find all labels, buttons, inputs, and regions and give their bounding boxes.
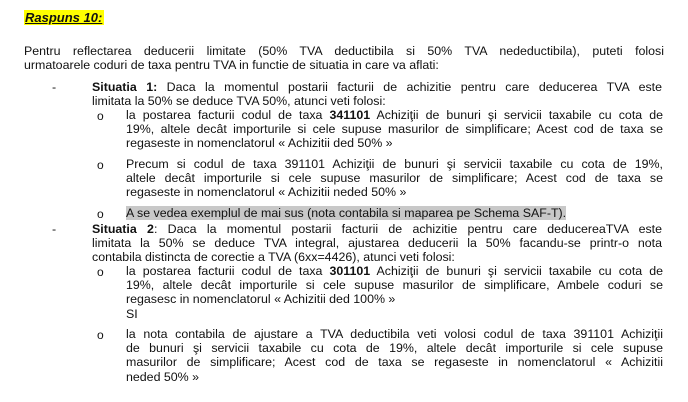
intro-line: urmatoarele coduri de taxa pentru TVA in functie de situatia in care va aflati: xyxy=(24,58,439,73)
situation-1 xyxy=(92,80,662,108)
list-item: la postarea facturii codul de taxa 341101 Achiziţii de bunuri şi servicii taxabile cu cota de 19%, altele decât importurile si cele supuse masurilor de simplificare; Acest cod de taxa se regaseste in nomenclatorul « Achizitii ded 50% » xyxy=(126,108,663,151)
list-bullet: o xyxy=(97,158,104,172)
list-bullet: o xyxy=(97,328,104,342)
situation-2 xyxy=(92,222,662,265)
highlighted-note: A se vedea exemplul de mai sus (nota contabila si maparea pe Schema SAF-T). xyxy=(126,206,567,220)
intro-line: Pentru reflectarea deducerii limitate (50% TVA deductibila si 50% TVA nedeductibila), puteti folosi xyxy=(24,44,664,58)
situation-text: limitata la 50% se deduce TVA 50%, atunci veti folosi: xyxy=(92,94,386,109)
intro-paragraph xyxy=(24,44,664,72)
situation-label: Situatia 1: xyxy=(92,80,158,94)
situation-number: 2 xyxy=(136,222,154,236)
situation-text: Daca la momentul postarii facturii de achizitie pentru care deducerea TVA este xyxy=(166,80,662,94)
list-bullet: o xyxy=(97,207,104,221)
list-item: Precum si codul de taxa 391101 Achiziţii de bunuri şi servicii taxabile cu cota de 19%, altele decât importurile si cele supuse masurilor de simplificare; Acest cod de taxa se regaseste in nomenclatorul « Achizitii neded 50% » xyxy=(126,157,663,200)
answer-heading: Raspuns 10: xyxy=(25,10,103,25)
list-bullet: o xyxy=(97,265,104,279)
list-item xyxy=(126,206,663,220)
list-bullet: o xyxy=(97,109,104,123)
situation-text: limitata la 50% se deduce TVA integral, ajustarea deducerii la 50% facandu-se printr-o nota xyxy=(92,236,662,251)
list-item: la nota contabila de ajustare a TVA deductibila veti volosi codul de taxa 391101 Achiziţii de bunuri şi servicii taxabile cu cota de 19%, altele decât importurile si cele supuse masurilor de simplificare; Acest cod de taxa se regaseste in nomenclatorul « Achizitii neded 50% » xyxy=(126,327,663,384)
situation-label: Situatia xyxy=(92,222,137,236)
list-dash: - xyxy=(52,222,57,236)
tax-code: 341101 xyxy=(329,108,371,122)
tax-code: 301101 xyxy=(329,264,371,278)
situation-text: : Daca la momentul postarii facturii de achizitie pentru care deducereaTVA este xyxy=(153,222,662,236)
list-dash: - xyxy=(52,80,57,94)
list-item: la postarea facturii codul de taxa 301101 Achiziţii de bunuri şi servicii taxabile cu cota de 19%, altele decât importurile si cele supuse masurilor de simplificare, Ambele coduri se regasesc in nomenclatorul « Achizitii ded 100% » SI xyxy=(126,264,663,321)
situation-text: contabila distincta de corectie a TVA (6xx=4426), atunci veti folosi: xyxy=(92,250,455,265)
